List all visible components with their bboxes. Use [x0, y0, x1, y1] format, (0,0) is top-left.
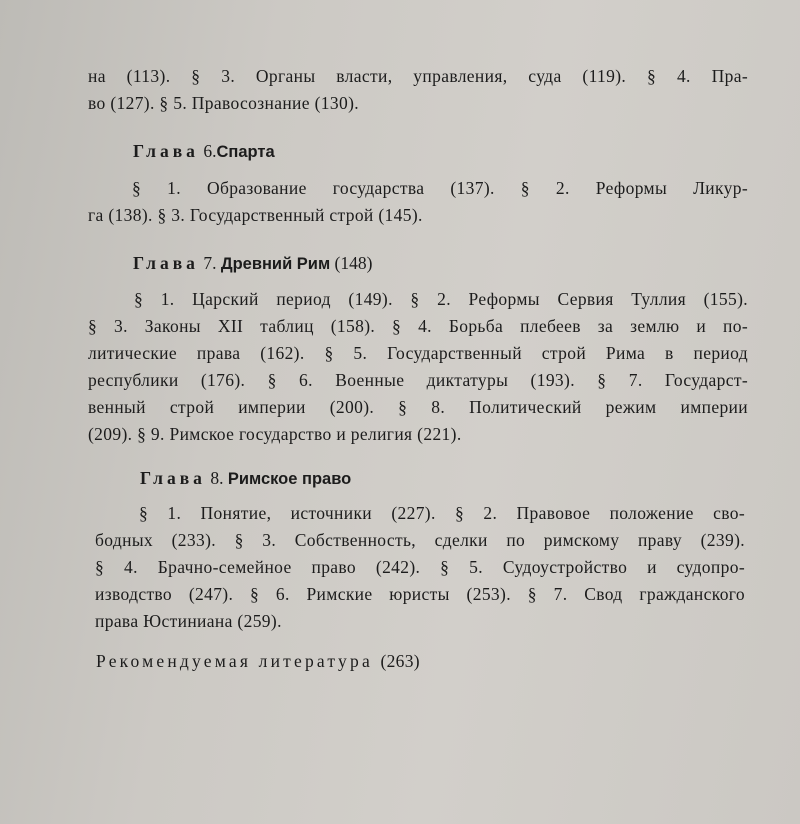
chapter-title: Спарта [216, 143, 275, 161]
text-line: литические права (162). § 5. Государственный строй Рима в период [88, 343, 748, 363]
chapter-6-heading [133, 139, 275, 164]
chapter-word: Глава [133, 141, 199, 161]
chapter-7-heading [133, 251, 372, 276]
recommended-literature-label: Рекомендуемая литература [96, 651, 373, 671]
text-line: венный строй империи (200). § 8. Политический режим империи [88, 397, 748, 417]
text-line: § 1. Царский период (149). § 2. Реформы Сервия Туллия (155). [134, 289, 748, 309]
chapter-number: 7. [203, 253, 217, 273]
text-line: (209). § 9. Римское государство и религия (221). [88, 424, 462, 444]
chapter-6-contents [88, 175, 748, 229]
recommended-literature-page-ref: (263) [380, 651, 420, 671]
chapter-number: 6. [203, 141, 217, 161]
chapter-8-heading [140, 466, 351, 491]
text-line: права Юстиниана (259). [95, 611, 282, 631]
chapter-title: Древний Рим [220, 255, 331, 273]
text-line: во (127). § 5. Правосознание (130). [88, 93, 359, 113]
text-line: республики (176). § 6. Военные диктатуры (193). § 7. Государст- [88, 370, 748, 390]
recommended-literature [96, 651, 420, 672]
chapter-word: Глава [140, 468, 206, 488]
text-line: на (113). § 3. Органы власти, управления, суда (119). § 4. Пра- [88, 66, 748, 86]
chapter-8-contents [95, 500, 745, 635]
text-line: § 1. Понятие, источники (227). § 2. Правовое положение сво- [139, 503, 745, 523]
intro-paragraph [88, 63, 748, 117]
chapter-7-contents [88, 286, 748, 448]
text-line: бодных (233). § 3. Собственность, сделки по римскому праву (239). [95, 530, 745, 550]
text-line: § 1. Образование государства (137). § 2. Реформы Ликур- [132, 178, 748, 198]
text-line: га (138). § 3. Государственный строй (145). [88, 205, 423, 225]
text-line: § 3. Законы XII таблиц (158). § 4. Борьба плебеев за землю и по- [88, 316, 748, 336]
text-line: § 4. Брачно-семейное право (242). § 5. Судоустройство и судопро- [95, 557, 745, 577]
chapter-word: Глава [133, 253, 199, 273]
chapter-number: 8. [210, 468, 224, 488]
chapter-title: Римское право [227, 470, 352, 488]
chapter-page-ref: (148) [334, 253, 373, 273]
text-line: изводство (247). § 6. Римские юристы (253). § 7. Свод гражданского [95, 584, 745, 604]
